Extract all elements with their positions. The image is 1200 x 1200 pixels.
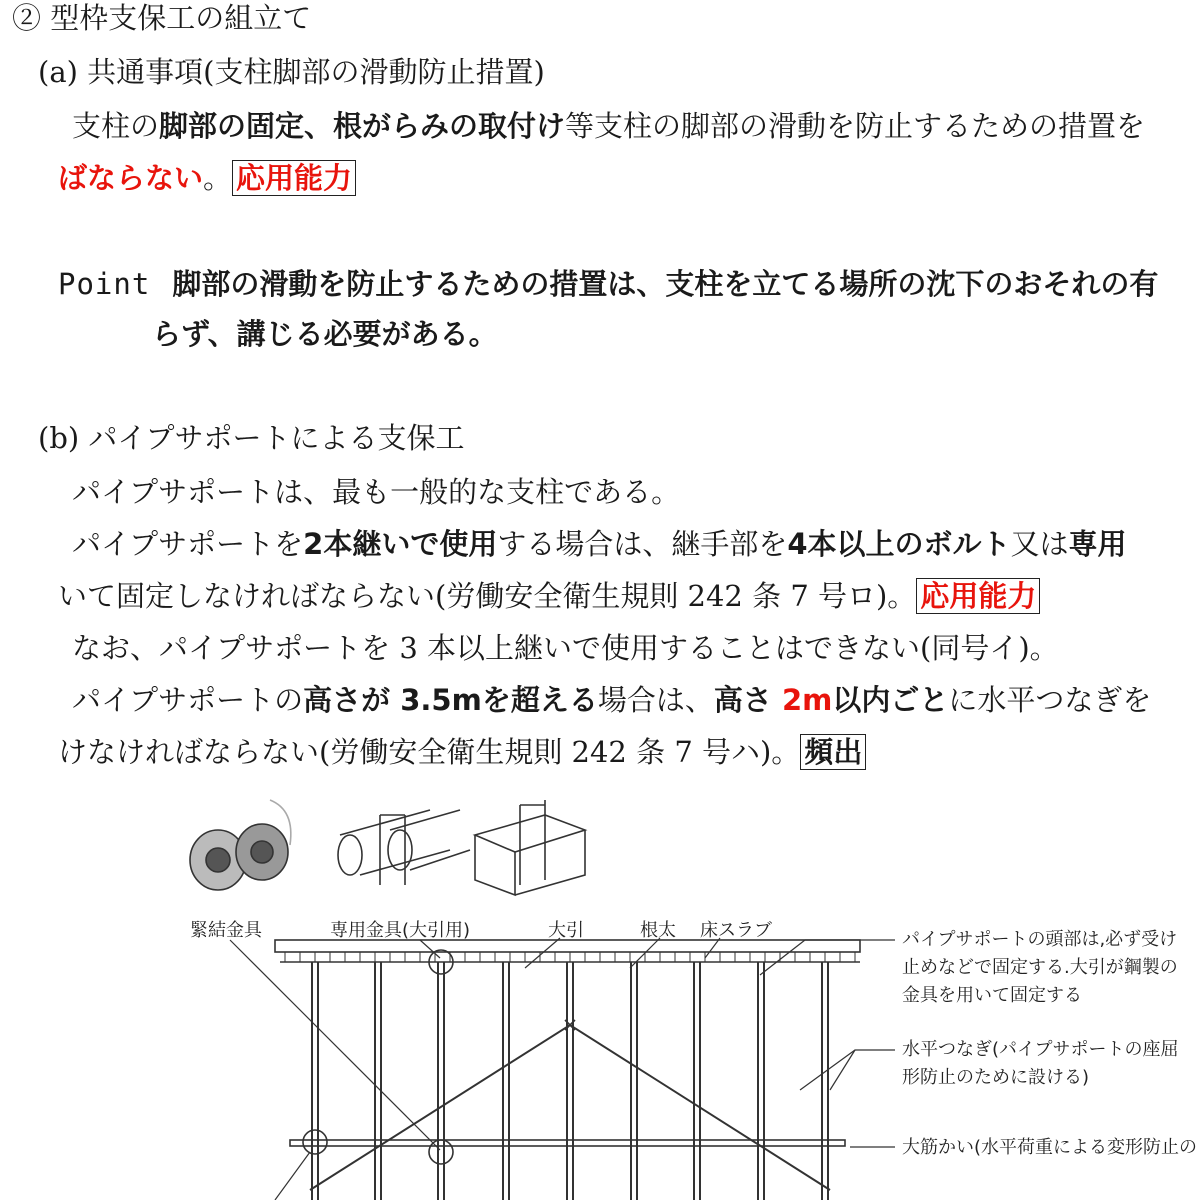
- clamp-illustration: [190, 800, 291, 890]
- text: 。: [203, 161, 233, 195]
- circled-number: ②: [12, 1, 42, 35]
- emphasis: 4本以上のボルト: [787, 527, 1011, 561]
- sec-b-para3: なお、パイプサポートを 3 本以上継いで使用することはできない(同号イ)。: [72, 631, 1059, 665]
- sec-b-para2-line1: [72, 526, 1127, 562]
- point-line1: [58, 266, 1158, 302]
- point-label: Point: [58, 267, 151, 301]
- heading-title: 型枠支保工の組立て: [50, 1, 312, 35]
- red-emphasis: ばならない: [58, 161, 204, 195]
- red-emphasis: 2m: [781, 683, 833, 717]
- emphasis: 脚部の固定、根がらみの取付け: [159, 109, 566, 143]
- sec-b-para2-line2: [58, 578, 1040, 614]
- support-diagram: [0, 790, 1200, 1200]
- pipe-bracket-illustration: [338, 810, 470, 885]
- text: 又は: [1010, 527, 1069, 561]
- badge-frequent: 頻出: [800, 734, 866, 770]
- text: する場合は、継手部を: [497, 527, 788, 561]
- label-obiki: 大引: [548, 920, 584, 941]
- sec-a-para-line1: [72, 108, 1145, 144]
- label-clamp: 緊結金具: [190, 920, 262, 941]
- note-tie-line1: 水平つなぎ(パイプサポートの座屈: [902, 1039, 1179, 1060]
- badge-applied: 応用能力: [916, 578, 1040, 614]
- note-head-line1: パイプサポートの頭部は,必ず受け: [902, 929, 1178, 950]
- square-bracket-illustration: [475, 800, 585, 895]
- label-floor-slab: 床スラブ: [700, 920, 772, 941]
- note-tie-line2: 形防止のために設ける): [902, 1067, 1090, 1088]
- text: パイプサポートの: [72, 683, 304, 717]
- sec-b-para4-line2: [58, 734, 866, 770]
- emphasis: 高さ: [713, 683, 782, 717]
- note-head-line3: 金具を用いて固定する: [902, 985, 1082, 1006]
- emphasis: 専用: [1068, 527, 1127, 561]
- emphasis: 以内ごと: [832, 683, 949, 717]
- text: けなければならない(労働安全衛生規則 242 条 7 号ハ)。: [58, 735, 801, 769]
- point-line2: らず、講じる必要がある。: [152, 317, 498, 351]
- badge-applied: 応用能力: [232, 160, 356, 196]
- label-neda: 根太: [640, 920, 676, 941]
- text: 支柱の: [72, 109, 160, 143]
- point-text1: 脚部の滑動を防止するための措置は、支柱を立てる場所の沈下のおそれの有: [172, 267, 1159, 301]
- emphasis: 高さが 3.5mを超える: [303, 683, 598, 717]
- note-head-line2: 止めなどで固定する.大引が鋼製の: [902, 957, 1178, 978]
- label-dedicated-fitting: 専用金具(大引用): [330, 920, 471, 941]
- text: いて固定しなければならない(労働安全衛生規則 242 条 7 号ロ)。: [58, 579, 917, 613]
- text: 場合は、: [597, 683, 714, 717]
- sec-a-title: (a) 共通事項(支柱脚部の滑動防止措置): [38, 55, 545, 89]
- emphasis: 2本継いで使用: [303, 527, 498, 561]
- section-heading: [12, 0, 311, 36]
- note-brace-line1: 大筋かい(水平荷重による変形防止の: [902, 1137, 1198, 1158]
- text: パイプサポートを: [72, 527, 304, 561]
- sec-b-para1: パイプサポートは、最も一般的な支柱である。: [72, 475, 681, 509]
- sec-a-para-line2: [58, 160, 356, 196]
- sec-b-para4-line1: [72, 682, 1151, 718]
- text: 等支柱の脚部の滑動を防止するための措置を: [565, 109, 1146, 143]
- sec-b-title: (b) パイプサポートによる支保工: [38, 421, 465, 455]
- text: に水平つなぎを: [948, 683, 1152, 717]
